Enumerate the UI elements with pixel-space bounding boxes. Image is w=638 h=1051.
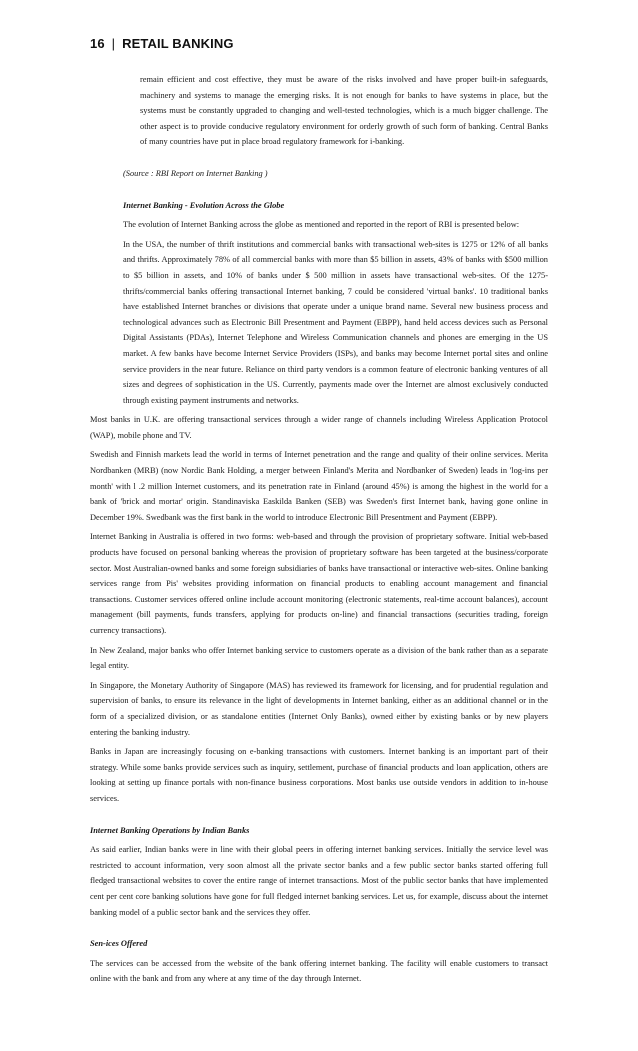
page-number: 16 [90, 36, 105, 51]
evolution-section [123, 198, 548, 409]
header-separator: | [111, 36, 116, 51]
indian-banks-paragraph: As said earlier, Indian banks were in line with their global peers in offering internet banking services. Initially the service level was restricted to account information, very soon almost all the private sector banks and a few public sector banks started offering full fledged transactional websites to cover the entire range of internet transactions. Most of the public sector banks that have implemented cent per cent core banking solutions have gone for full fledged internet banking services. Let us, for example, discuss about the internet banking model of a public sector bank and the services they offer. [90, 845, 548, 917]
new-zealand-paragraph: In New Zealand, major banks who offer Internet banking service to customers operate as a division of the bank rather than as a separate legal entity. [90, 645, 548, 671]
uk-paragraph: Most banks in U.K. are offering transactional services through a wider range of channels including Wireless Application Protocol (WAP), mobile phone and TV. [90, 415, 548, 440]
evolution-intro: The evolution of Internet Banking across the globe as mentioned and reported in the report of RBI is presented below: [123, 220, 520, 230]
nordic-paragraph: Swedish and Finnish markets lead the world in terms of Internet penetration and the range and quality of their online services. Merita Nordbanken (MRB) (now Nordic Bank Holding, a merger between Finland's Merita and Nordbanker of Sweden) leads in 'log-ins per month' with l .2 million Internet customers, and its penetration rate in Finland (around 45%) is among the highest in the world for a bank of 'brick and mortar' origin. Standinaviska Easkilda Banken (SEB) was Sweden's first Internet bank, having gone online in December 19%. Swedbank was the first bank in the world to introduce Electronic Bill Presentment and Payment (EBPP). [90, 450, 548, 522]
usa-paragraph: In the USA, the number of thrift institutions and commercial banks with transactional web-sites is 1275 or 12% of all banks and thrifts. Approximately 78% of all commercial banks with more than $5 billion in assets, 43% of banks with $500 million to $5 billion in assets, and 10% of banks under $ 500 million in assets have transactional web-sites. Of the 1275-thrifts/commercial banks offering transactional Internet banking, 7 could be considered 'virtual banks'. 10 traditional banks have established Internet branches or divisions that operate under a unique brand name. Several new business process and technological advances such as Electronic Bill Presentment and Payment (EBPP), hand held access devices such as Personal Digital Assistants (PDAs), Internet Telephone and Wireless Communication channels and phones are emerging in the US market. A few banks have become Internet Service Providers (ISPs), and banks may become Internet portal sites and online service providers in the near future. Reliance on third party vendors is a common feature of electronic banking ventures of all sizes and degrees of sophistication in the US. Currently, payments made over the Internet are almost exclusively conducted through existing payment instruments and networks. [123, 239, 548, 405]
services-paragraph: The services can be accessed from the website of the bank offering internet banking. The facility will enable customers to transact online with the bank and from any where at any time of the day through Internet. [90, 958, 548, 984]
australia-paragraph: Internet Banking in Australia is offered in two forms: web-based and through the provision of proprietary software. Initial web-based products have focused on personal banking whereas the provision of proprietary software has been targeted at the business/corporate sector. Most Australian-owned banks and some foreign subsidiaries of banks have transactional or interactive web-sites. Online banking services range from Pis' websites providing information on financial products to enabling account management and financial transactions. Customer services offered online include account monitoring (electronic statements, real-time account balances), account management (bill payments, funds transfers, applying for products on-line) and financial transactions (securities trading, foreign currency transactions). [90, 532, 548, 635]
japan-paragraph: Banks in Japan are increasingly focusing on e-banking transactions with customers. Internet banking is an important part of their strategy. While some banks provide services such as inquiry, settlement, purchase of financial products and loan application, others are looking at setting up finance portals with non-finance business corporations. Most banks use outside vendors in addition to in-house services. [90, 747, 548, 803]
section-heading-evolution: Internet Banking - Evolution Across the Globe [123, 200, 285, 210]
section-heading-indian-banks: Internet Banking Operations by Indian Banks [90, 825, 250, 835]
singapore-paragraph: In Singapore, the Monetary Authority of Singapore (MAS) has reviewed its framework for licensing, and for prudential regulation and supervision of banks, to ensure its relevance in the light of developments in Internet banking, either as an additional channel or in the form of a specialized division, or as standalone entities (Internet Only Banks), owned either by existing banks or by new players entering the banking industry. [90, 680, 548, 737]
quoted-paragraph: remain efficient and cost effective, they must be aware of the risks involved and have proper built-in safeguards, machinery and systems to manage the emerging risks. It is not enough for banks to have systems in place, but the systems must be constantly upgraded to changing and well-tested technologies, which is a much bigger challenge. The other aspect is to provide conducive regulatory environment for orderly growth of such form of banking. Central Banks of many countries have put in place broad regulatory framework for i-banking. [140, 75, 548, 147]
page-body [90, 72, 548, 987]
chapter-title: RETAIL BANKING [122, 36, 234, 51]
running-header [90, 36, 234, 51]
source-note: (Source : RBI Report on Internet Banking ) [123, 168, 268, 178]
section-heading-services: Sen-ices Offered [90, 939, 148, 949]
